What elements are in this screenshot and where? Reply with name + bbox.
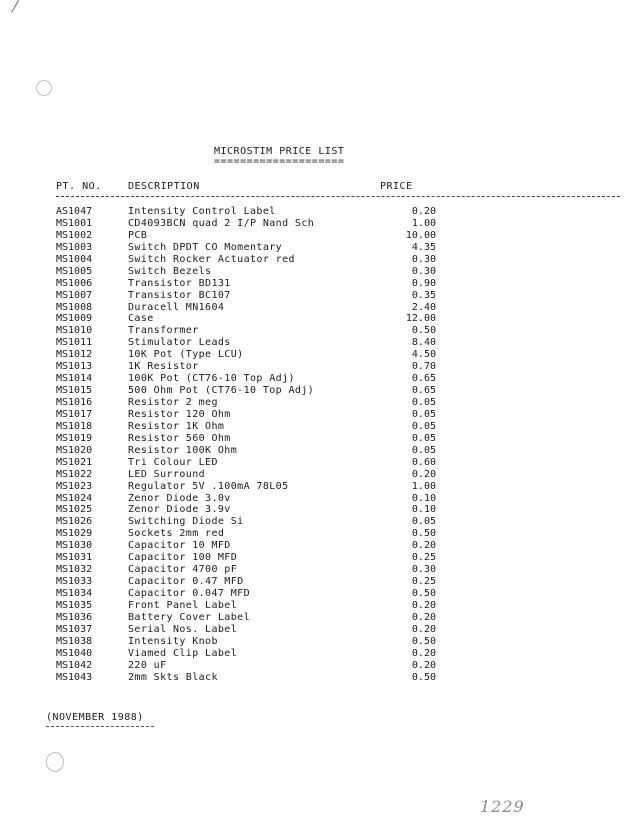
- part-number: MS1038: [56, 635, 93, 647]
- table-row: [56, 481, 436, 493]
- item-price: 0.05: [411, 420, 436, 432]
- part-number: MS1023: [56, 480, 93, 492]
- part-number: MS1035: [56, 599, 93, 611]
- part-number: MS1016: [56, 397, 93, 408]
- part-number: MS1010: [56, 325, 93, 337]
- item-description: Battery Cover Label: [128, 611, 250, 623]
- part-number: MS1024: [56, 492, 93, 504]
- table-row: [56, 469, 436, 481]
- table-row: [56, 648, 436, 660]
- part-number: MS1004: [56, 253, 93, 265]
- part-number: MS1017: [56, 408, 93, 420]
- item-price: 0.50: [411, 588, 436, 599]
- item-price: 10.00: [405, 229, 436, 241]
- item-price: 0.60: [411, 456, 436, 468]
- item-description: Capacitor 0.047 MFD: [128, 588, 250, 599]
- table-row: [56, 337, 436, 349]
- table-row: [56, 588, 436, 600]
- item-price: 0.20: [411, 540, 436, 552]
- part-number: MS1008: [56, 301, 93, 313]
- item-description: Resistor 560 Ohm: [128, 432, 231, 444]
- item-description: 1K Resistor: [128, 361, 199, 373]
- item-price: 2.40: [411, 301, 436, 313]
- punch-hole: [46, 752, 64, 772]
- item-description: Zenor Diode 3.9v: [128, 504, 231, 516]
- part-number: MS1006: [56, 277, 93, 289]
- part-number: MS1001: [56, 217, 93, 229]
- item-price: 12.00: [405, 313, 436, 325]
- table-row: [56, 325, 436, 337]
- table-row: [56, 254, 436, 266]
- part-number: MS1025: [56, 504, 93, 516]
- table-row: [56, 349, 436, 361]
- item-description: 2mm Skts Black: [128, 671, 218, 683]
- item-description: Zenor Diode 3.0v: [128, 492, 231, 504]
- table-row: [56, 528, 436, 540]
- part-number: MS1011: [56, 337, 93, 349]
- item-price: 0.90: [411, 277, 436, 289]
- item-price: 0.20: [411, 206, 436, 217]
- item-price: 0.20: [411, 468, 436, 480]
- table-row: [56, 218, 436, 230]
- item-description: Front Panel Label: [128, 599, 238, 611]
- item-description: Stimulator Leads: [128, 337, 231, 349]
- part-number: MS1013: [56, 361, 93, 373]
- part-number: MS1034: [56, 588, 93, 599]
- item-description: 100K Pot (CT76-10 Top Adj): [128, 373, 295, 385]
- item-price: 1.00: [411, 217, 436, 229]
- table-row: [56, 397, 436, 409]
- part-number: MS1042: [56, 659, 93, 671]
- item-description: 220 uF: [128, 659, 167, 671]
- item-description: Transistor BC107: [128, 289, 231, 301]
- part-number: MS1030: [56, 540, 93, 552]
- part-number: MS1002: [56, 229, 93, 241]
- item-description: Switching Diode Si: [128, 516, 244, 528]
- item-price: 4.50: [411, 349, 436, 361]
- item-description: Switch Rocker Actuator red: [128, 253, 295, 265]
- item-description: Transistor BD131: [128, 277, 231, 289]
- part-number: MS1020: [56, 444, 93, 456]
- part-number: MS1033: [56, 576, 93, 588]
- document-title: MICROSTIM PRICE LIST: [214, 146, 345, 157]
- item-description: 500 Ohm Pot (CT76-10 Top Adj): [128, 385, 315, 397]
- table-row: [56, 493, 436, 505]
- table-row: [56, 552, 436, 564]
- table-row: [56, 409, 436, 421]
- part-number: MS1021: [56, 456, 93, 468]
- table-row: [56, 433, 436, 445]
- item-price: 0.10: [411, 504, 436, 516]
- part-number: MS1005: [56, 265, 93, 277]
- table-row: [56, 385, 436, 397]
- table-row: [56, 302, 436, 314]
- table-row: [56, 373, 436, 385]
- item-price: 8.40: [411, 337, 436, 349]
- table-row: [56, 540, 436, 552]
- item-description: Switch Bezels: [128, 265, 212, 277]
- table-row: [56, 624, 436, 636]
- title-underline: ====================: [214, 156, 345, 167]
- table-row: [56, 278, 436, 290]
- table-row: [56, 600, 436, 612]
- item-price: 0.20: [411, 611, 436, 623]
- item-price: 0.05: [411, 397, 436, 408]
- part-number: MS1012: [56, 349, 93, 361]
- part-number: MS1031: [56, 552, 93, 564]
- item-price: 0.25: [411, 552, 436, 564]
- part-number: MS1022: [56, 468, 93, 480]
- part-number: MS1043: [56, 671, 93, 683]
- part-number: MS1015: [56, 385, 93, 397]
- item-price: 0.20: [411, 623, 436, 635]
- item-price: 0.05: [411, 408, 436, 420]
- table-row: [56, 612, 436, 624]
- scan-mark: [11, 0, 19, 13]
- item-price: 0.70: [411, 361, 436, 373]
- table-row: [56, 564, 436, 576]
- table-row: [56, 672, 436, 684]
- item-price: 1.00: [411, 480, 436, 492]
- item-price: 0.20: [411, 659, 436, 671]
- part-number: MS1007: [56, 289, 93, 301]
- item-price: 0.50: [411, 528, 436, 540]
- item-description: Serial Nos. Label: [128, 623, 238, 635]
- part-number: MS1036: [56, 611, 93, 623]
- part-number: MS1014: [56, 373, 93, 385]
- column-header-description: DESCRIPTION: [128, 181, 200, 192]
- item-description: Capacitor 4700 pF: [128, 564, 238, 576]
- date-underline: [46, 726, 154, 727]
- item-description: Switch DPDT CO Momentary: [128, 241, 283, 253]
- table-row: [56, 660, 436, 672]
- table-row: [56, 457, 436, 469]
- price-list-table: [56, 206, 436, 684]
- item-price: 0.50: [411, 635, 436, 647]
- part-number: MS1003: [56, 241, 93, 253]
- item-description: Resistor 1K Ohm: [128, 420, 225, 432]
- item-price: 0.20: [411, 647, 436, 659]
- table-row: [56, 206, 436, 218]
- part-number: MS1032: [56, 564, 93, 576]
- date-note: (NOVEMBER 1988): [46, 712, 144, 723]
- table-row: [56, 576, 436, 588]
- item-price: 0.05: [411, 444, 436, 456]
- table-row: [56, 230, 436, 242]
- item-price: 0.30: [411, 564, 436, 576]
- item-description: Intensity Control Label: [128, 206, 276, 217]
- item-description: Intensity Knob: [128, 635, 218, 647]
- table-row: [56, 361, 436, 373]
- item-price: 0.65: [411, 373, 436, 385]
- item-description: LED Surround: [128, 468, 206, 480]
- item-price: 0.05: [411, 432, 436, 444]
- item-description: Resistor 120 Ohm: [128, 408, 231, 420]
- handwritten-page-number: 1229: [480, 797, 525, 816]
- part-number: MS1029: [56, 528, 93, 540]
- item-price: 0.10: [411, 492, 436, 504]
- item-description: Duracell MN1604: [128, 301, 225, 313]
- table-row: [56, 266, 436, 278]
- column-header-part-no: PT. NO.: [56, 181, 102, 192]
- item-description: Viamed Clip Label: [128, 647, 238, 659]
- item-price: 0.35: [411, 289, 436, 301]
- item-description: Regulator 5V .100mA 78L05: [128, 480, 289, 492]
- table-row: [56, 242, 436, 254]
- item-price: 0.50: [411, 325, 436, 337]
- part-number: MS1037: [56, 623, 93, 635]
- item-description: Resistor 2 meg: [128, 397, 218, 408]
- item-price: 0.50: [411, 671, 436, 683]
- item-description: Sockets 2mm red: [128, 528, 225, 540]
- part-number: MS1009: [56, 313, 93, 325]
- table-row: [56, 504, 436, 516]
- punch-hole: [36, 80, 52, 96]
- item-description: PCB: [128, 229, 148, 241]
- table-row: [56, 290, 436, 302]
- item-description: Tri Colour LED: [128, 456, 218, 468]
- column-header-price: PRICE: [380, 181, 413, 192]
- item-price: 0.65: [411, 385, 436, 397]
- part-number: MS1019: [56, 432, 93, 444]
- part-number: AS1047: [56, 206, 93, 217]
- item-price: 4.35: [411, 241, 436, 253]
- item-description: Resistor 100K Ohm: [128, 444, 238, 456]
- table-row: [56, 636, 436, 648]
- item-description: CD4093BCN quad 2 I/P Nand Sch: [128, 217, 315, 229]
- item-description: 10K Pot (Type LCU): [128, 349, 244, 361]
- item-description: Case: [128, 313, 154, 325]
- header-divider: [56, 196, 620, 197]
- item-price: 0.05: [411, 516, 436, 528]
- part-number: MS1018: [56, 420, 93, 432]
- item-price: 0.30: [411, 253, 436, 265]
- item-description: Capacitor 100 MFD: [128, 552, 238, 564]
- item-description: Capacitor 0.47 MFD: [128, 576, 244, 588]
- item-description: Capacitor 10 MFD: [128, 540, 231, 552]
- part-number: MS1040: [56, 647, 93, 659]
- item-price: 0.30: [411, 265, 436, 277]
- item-price: 0.25: [411, 576, 436, 588]
- table-row: [56, 421, 436, 433]
- item-description: Transformer: [128, 325, 199, 337]
- table-row: [56, 516, 436, 528]
- table-row: [56, 313, 436, 325]
- part-number: MS1026: [56, 516, 93, 528]
- item-price: 0.20: [411, 599, 436, 611]
- table-row: [56, 445, 436, 457]
